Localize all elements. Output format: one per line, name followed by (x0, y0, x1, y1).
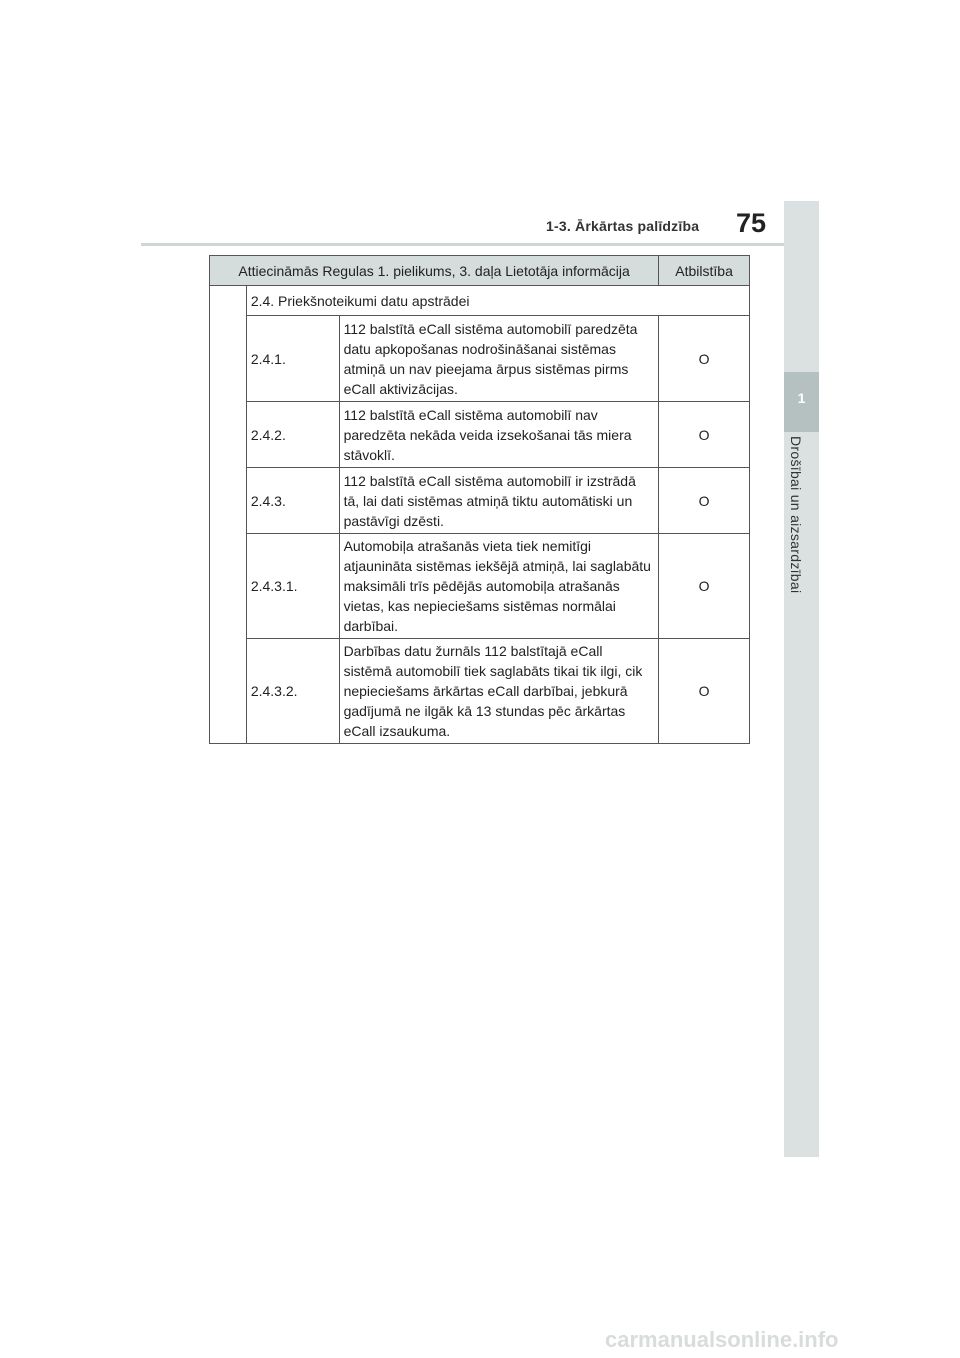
gutter-cell (210, 286, 247, 744)
column-header-conformity: Atbilstība (659, 256, 750, 286)
table-row (210, 316, 750, 402)
table-row (210, 402, 750, 468)
section-title: 1-3. Ārkārtas palīdzība (546, 218, 700, 234)
page-number: 75 (736, 208, 767, 238)
row-number: 2.4.3.2. (246, 639, 339, 744)
row-text: Darbības datu žurnāls 112 balstītajā eCall sistēmā automobilī tiek saglabāts tikai tik ilgi, cik nepieciešams ārkārtas eCall darbībai, jebkurā gadījumā ne ilgāk kā 13 stundas pēc ārkārtas eCall izsaukuma. (339, 639, 659, 744)
row-text: Automobiļa atrašanās vieta tiek nemitīgi atjaunināta sistēmas iekšējā atmiņā, lai saglabātu maksimāli trīs pēdējās automobiļa atrašanās vietas, kas nepieciešams sistēmas normālai darbībai. (339, 534, 659, 639)
table-row (210, 534, 750, 639)
row-text: 112 balstītā eCall sistēma automobilī paredzēta datu apkopošanas nodrošināšanai sistēmas atmiņā un nav pieejama ārpus sistēmas pirms eCall aktivizācijas. (339, 316, 659, 402)
table-row (210, 639, 750, 744)
row-conformity: O (659, 402, 750, 468)
row-conformity: O (659, 316, 750, 402)
row-conformity: O (659, 639, 750, 744)
row-conformity: O (659, 534, 750, 639)
row-number: 2.4.3. (246, 468, 339, 534)
chapter-number: 1 (797, 390, 806, 406)
footer-watermark: carmanualsonline.info (605, 1327, 839, 1352)
side-navigation-bar (784, 201, 819, 1157)
row-text: 112 balstītā eCall sistēma automobilī nav paredzēta nekāda veida izsekošanai tās miera stāvoklī. (339, 402, 659, 468)
section-heading: 2.4. Priekšnoteikumi datu apstrādei (246, 286, 749, 316)
chapter-title: Drošībai un aizsardzībai (788, 436, 804, 594)
row-number: 2.4.3.1. (246, 534, 339, 639)
header-divider (141, 243, 784, 246)
column-header-information: Attiecināmās Regulas 1. pielikums, 3. daļa Lietotāja informācija (210, 256, 659, 286)
table-row (210, 468, 750, 534)
table-header-row (210, 256, 750, 286)
regulation-table (209, 255, 750, 744)
section-row (210, 286, 750, 316)
row-number: 2.4.2. (246, 402, 339, 468)
row-conformity: O (659, 468, 750, 534)
row-number: 2.4.1. (246, 316, 339, 402)
row-text: 112 balstītā eCall sistēma automobilī ir izstrādā tā, lai dati sistēmas atmiņā tiktu automātiski un pastāvīgi dzēsti. (339, 468, 659, 534)
